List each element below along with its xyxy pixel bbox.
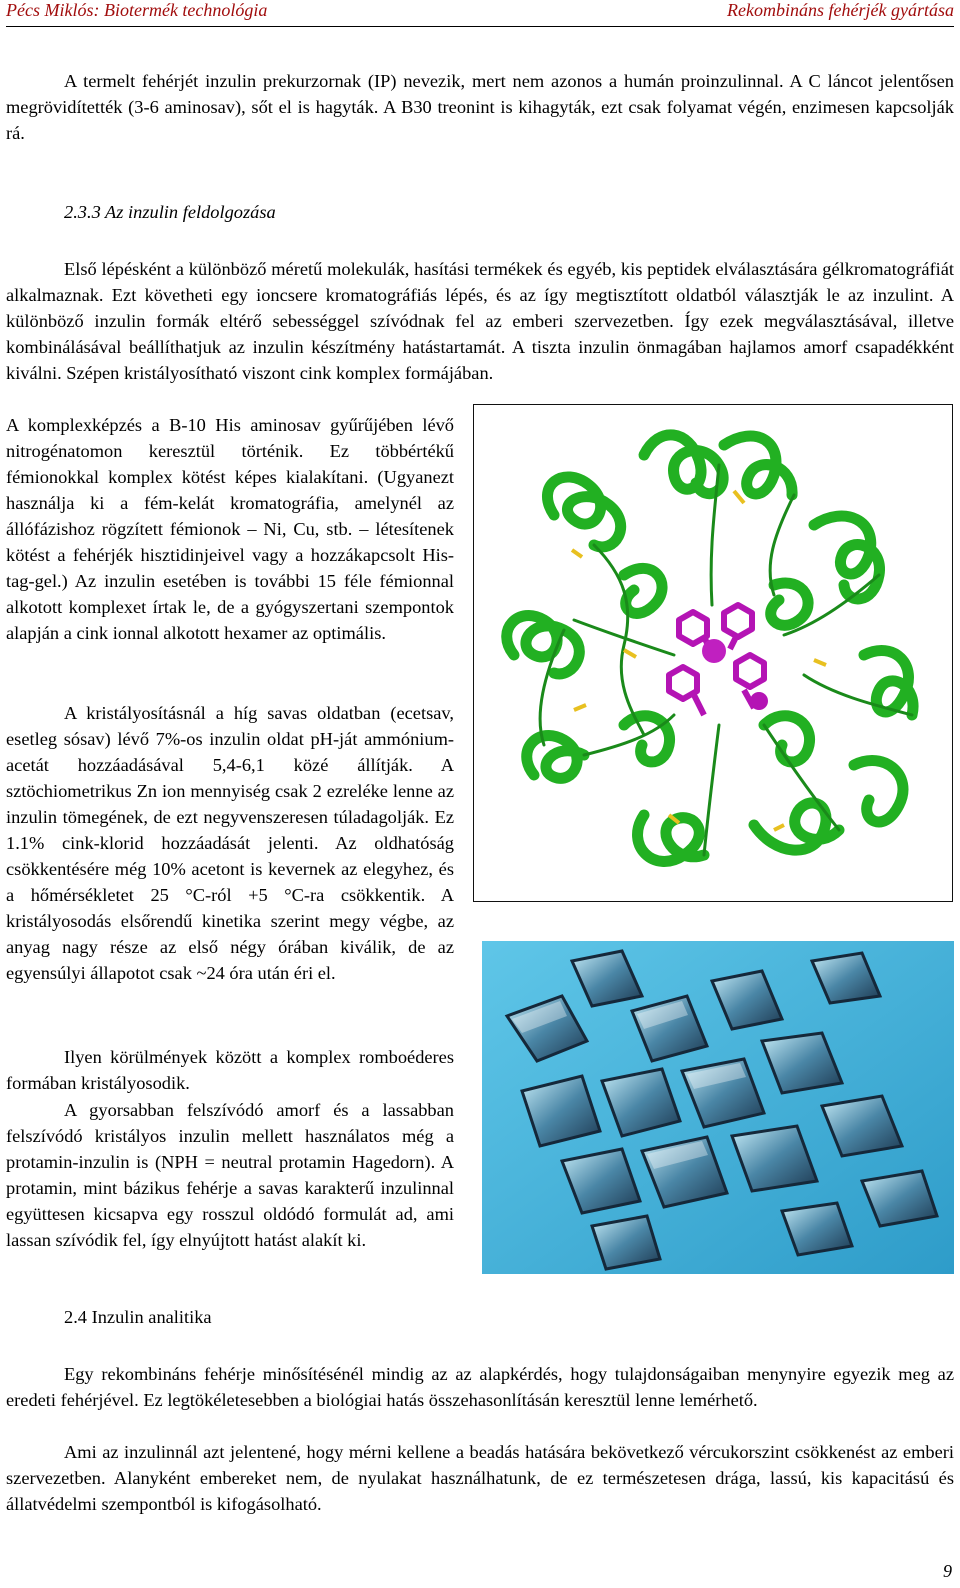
paragraph-blood-glucose: Ami az inzulinnál azt jelentené, hogy mérni kellene a beadás hatására bekövetkező vércukorszint csökkenést az emberi szervezetben. Alanyként embereket nem, de nyulakat használhatunk, de ez természetesen drága, lassú, kis kapacitású és állatvédelmi szempontból is kifogásolható. (6, 1442, 954, 1514)
insulin-crystals-photo (482, 941, 954, 1274)
paragraph-crystallization: A kristályosításnál a híg savas oldatban (ecetsav, esetleg sósav) lévő 7%-os inzulin oldat pH-ját ammónium-acetát hozzáadásával 5,4-6,1 közé állítják. A sztöchiometrikus Zn ion mennyiség csak 2 ezreléke lenne az inzulin tömegének, de ezt negyvenszeresen túladagolják. Ez 1.1% cink-klorid hozzáadását jelenti. Az oldhatóság csökkentésére még 10% acetont is kevernek az elegyhez, és a hőmérsékletet 25 °C-ról +5 °C-ra csökkentik. A kristályosodás elsőrendű kinetika szerint megy végbe, az anyag nagy része az első négy órában kiválik, de az egyensúlyi állapotot csak ~24 óra után éri el. (6, 703, 454, 983)
paragraph-ip-precursor: A termelt fehérjét inzulin prekurzornak (IP) nevezik, mert nem azonos a humán proinzulinnal. A C láncot jelentősen megrövidítették (3-6 aminosav), sőt el is hagyták. A B30 treonint is kihagyták, ezt csak folyamat végén, enzimesen kapcsolják rá. (6, 71, 954, 143)
section-heading-24: 2.4 Inzulin analitika (64, 1307, 212, 1327)
hexamer-ribbon-illustration (474, 405, 952, 901)
section-heading-233: 2.3.3 Az inzulin feldolgozása (64, 202, 276, 222)
header-author-title: Pécs Miklós: Biotermék technológia (6, 0, 268, 20)
paragraph-processing: Első lépésként a különböző méretű molekulák, hasítási termékek és egyéb, kis peptidek elválasztására gélkromatográfiát alkalmaznak. Ezt követheti egy ioncsere kromatográfiás lépés, és az így megtisztított oldatból választják le az inzulint. A különböző inzulin formák eltérő sebességgel szívódnak fel az emberi szervezetben. Így ezek megválasztásával, illetve kombinálásával beállíthatjuk az inzulin készítmény hatástartamát. A tiszta inzulin önmagában hajlamos amorf csapadékként kiválni. Szépen kristályosítható viszont cink komplex formájában. (6, 259, 954, 383)
crystals-illustration (482, 941, 954, 1274)
header-chapter-title: Rekombináns fehérjék gyártása (727, 0, 954, 20)
paragraph-analytics-intro: Egy rekombináns fehérje minősítésénél mindig az az alapkérdés, hogy tulajdonságaiban menynyire egyezik meg az eredeti fehérjével. Ez legtökéletesebben a biológiai hatás összehasonlításán keresztül lenne lemérhető. (6, 1364, 954, 1410)
paragraph-complex-formation: A komplexképzés a B-10 His aminosav gyűrűjében lévő nitrogénatomon keresztül történik. Ez többértékű fémionokkal komplex kötést képes kialakítani. (Ugyanezt használja ki a fém-kelát kromatográfia, amelynél az állófázishoz rögzített fémionok – Ni, Cu, stb. – létesítenek kötést a fehérjék hisztidinjeivel vagy a hozzákapcsolt His-tag-gel.) Az inzulin esetében is további 15 féle fémionnal alkotott komplexet írtak le, de a gyógyszertani szempontok alapján a cink ionnal alkotott hexamer az optimális. (6, 415, 454, 643)
insulin-hexamer-figure (473, 404, 953, 902)
paragraph-rhombohedral: Ilyen körülmények között a komplex romboéderes formában kristályosodik. (6, 1047, 454, 1093)
paragraph-protamine: A gyorsabban felszívódó amorf és a lassabban felszívódó kristályos inzulin mellett használatos még a protamin-inzulin is (NPH = neutral protamin Hagedorn). A protamin, mint bázikus fehérje a savas karakterű inzulinnal együttesen kicsapva egy rosszul oldódó formulát ad, ami lassan szívódik fel, így elnyújtott hatást alakít ki. (6, 1100, 454, 1250)
running-header (6, 0, 954, 24)
page-number: 9 (943, 1561, 952, 1581)
header-rule (6, 26, 954, 27)
